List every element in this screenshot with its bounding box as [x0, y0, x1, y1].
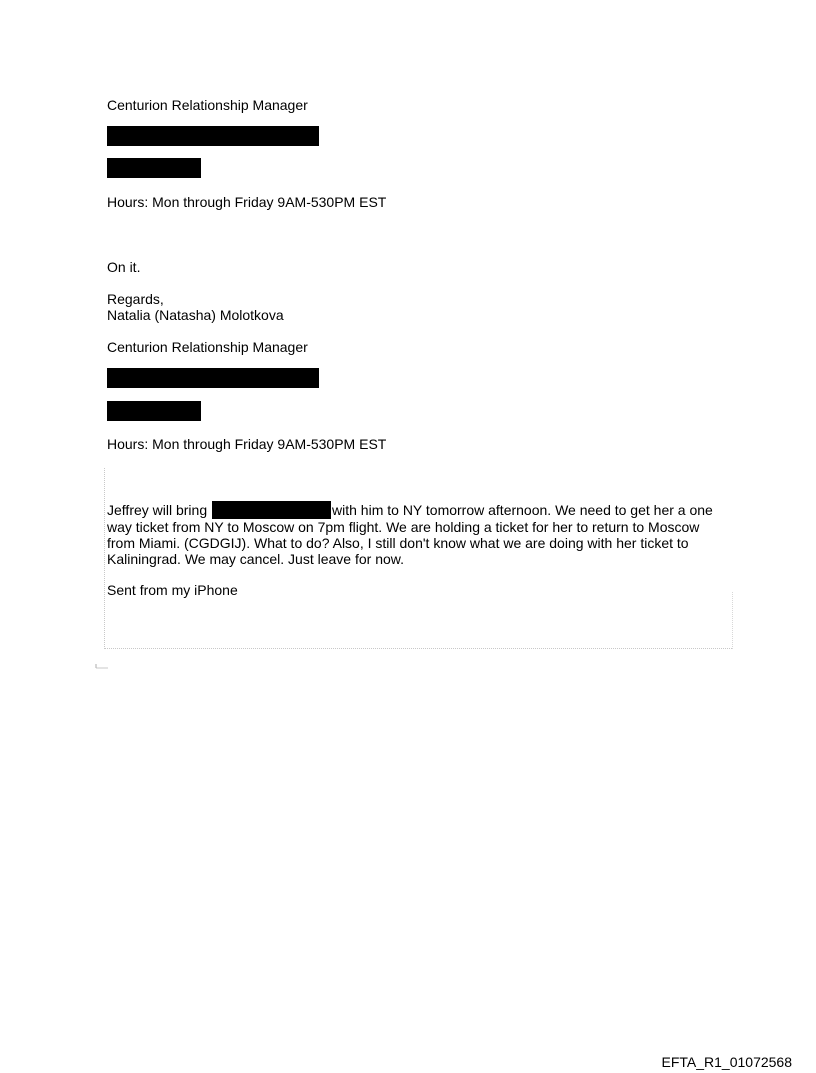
reply-regards: Regards,	[107, 291, 164, 307]
quote-border	[732, 592, 733, 649]
redaction-bar	[107, 158, 201, 178]
redaction-bar	[107, 401, 201, 421]
message-text: with him to NY tomorrow afternoon. We need to get her a one way ticket from NY to Moscow on 7pm flight. We are holding a ticket for her to return to Moscow from Miami. (CGDGIJ). What to do? Also, I still don't know what we are doing with her ticket to Kaliningrad. We may cancel. Just leave for now.	[107, 502, 713, 567]
original-message-body	[107, 501, 727, 567]
redaction-bar	[107, 368, 319, 388]
redaction-bar	[107, 126, 319, 146]
reply-body: On it.	[107, 259, 141, 275]
signature-title: Centurion Relationship Manager	[107, 97, 308, 113]
redaction-bar	[212, 501, 331, 519]
signature-title: Centurion Relationship Manager	[107, 339, 308, 355]
quote-border	[104, 648, 732, 649]
message-text: Jeffrey will bring	[107, 502, 208, 518]
document-id: EFTA_R1_01072568	[661, 1054, 792, 1070]
quote-border	[104, 468, 105, 649]
office-hours: Hours: Mon through Friday 9AM-530PM EST	[107, 194, 387, 210]
message-signature: Sent from my iPhone	[107, 582, 238, 598]
scan-mark-icon	[95, 663, 109, 669]
sender-name: Natalia (Natasha) Molotkova	[107, 307, 284, 323]
office-hours: Hours: Mon through Friday 9AM-530PM EST	[107, 436, 387, 452]
